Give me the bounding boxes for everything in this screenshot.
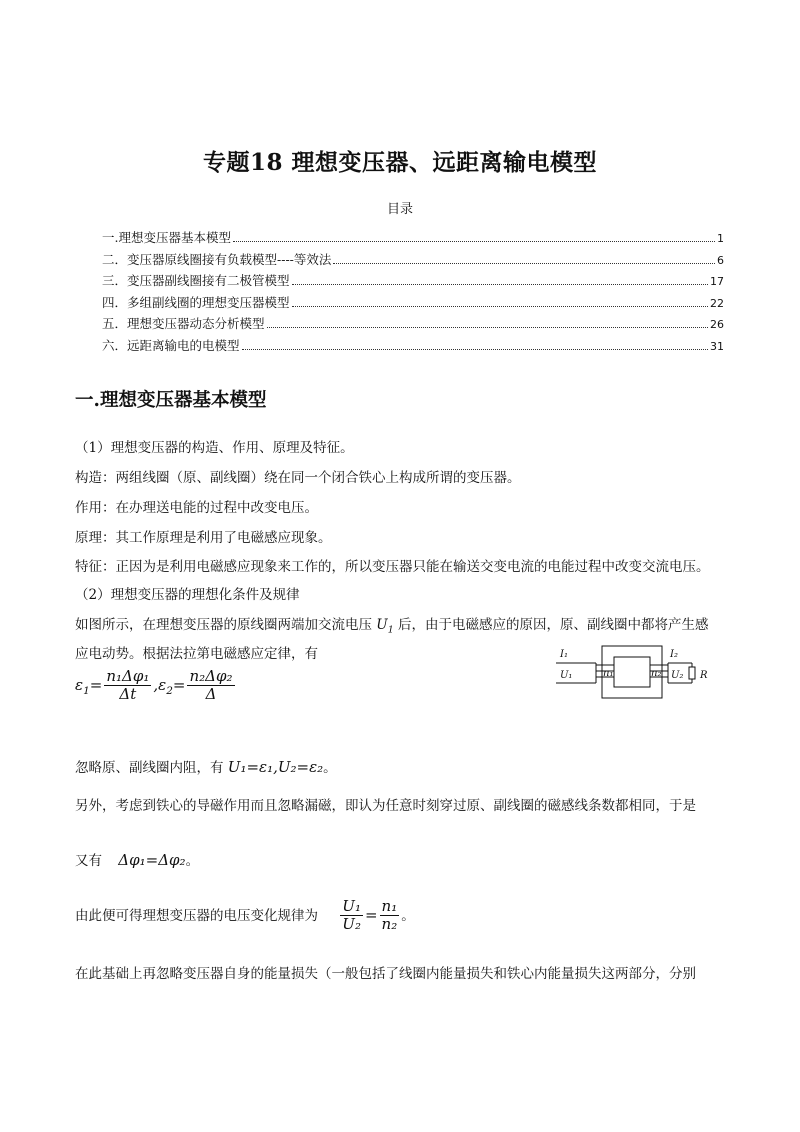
text-run: 由此便可得理想变压器的电压变化规律为: [75, 907, 318, 924]
fraction-numerator: n₁Δφ₁: [106, 667, 150, 685]
label-u1: U₁: [560, 670, 573, 681]
toc-entry[interactable]: [102, 314, 724, 336]
toc-entry[interactable]: [102, 293, 724, 315]
eq-symbol: ε: [75, 675, 84, 694]
paragraph: [75, 756, 337, 776]
label-r: R: [700, 670, 708, 681]
paragraph: [75, 613, 709, 636]
fraction: [104, 668, 151, 704]
paragraph: 另外，考虑到铁心的导磁作用而且忽略漏磁，即认为任意时刻穿过原、副线圈的磁感线条数都相同，于是: [75, 798, 696, 814]
toc-entry-page: 1: [717, 232, 724, 245]
page-title: 专题18 理想变压器、远距离输电模型: [202, 149, 597, 176]
toc-entry-page: 22: [710, 296, 724, 310]
fraction-denominator: Δ: [205, 685, 217, 704]
toc-leader-dots: [242, 349, 708, 350]
faraday-equation: $\varepsilon_1=$ $\frac{\text{n₁Δφ₁}}{\Delta t}$ $,\varepsilon_2=$ $\frac{\text{n₂Δφ₂}}{\Delta}$: [75, 667, 233, 704]
toc-leader-dots: [292, 306, 708, 307]
paragraph: [75, 898, 415, 934]
text-run: 。: [401, 907, 415, 924]
toc-heading: 目录: [386, 202, 413, 217]
paragraph: 应电动势。根据法拉第电磁感应定律，有: [75, 646, 318, 662]
text-run: 。: [185, 853, 200, 869]
toc-entry-label: 一.理想变压器基本模型: [102, 230, 231, 245]
inline-equation: Δφ₁=Δφ₂: [118, 851, 186, 869]
eq-symbol: ε: [158, 675, 167, 694]
fraction: [380, 898, 400, 934]
toc-entry-label: 二．变压器原线圈接有负载模型----等效法: [102, 251, 332, 267]
label-n2: n₂: [651, 668, 662, 679]
toc-entry[interactable]: [102, 228, 724, 250]
text-run: 如图所示，在理想变压器的原线圈两端加交流电压: [75, 617, 372, 633]
section-heading: 一.理想变压器基本模型: [75, 390, 267, 411]
toc-entry[interactable]: [102, 271, 724, 293]
toc-leader-dots: [267, 327, 708, 328]
toc-entry-label: 三．变压器副线圈接有二极管模型: [102, 273, 290, 288]
paragraph: 构造：两组线圈（原、副线圈）绕在同一个闭合铁心上构成所谓的变压器。: [75, 470, 521, 486]
toc-entry-page: 31: [710, 339, 724, 353]
paragraph: 在此基础上再忽略变压器自身的能量损失（一般包括了线圈内能量损失和铁心内能量损失这两部分，分别: [75, 966, 696, 982]
toc-entry-label: 四．多组副线圈的理想变压器模型: [102, 294, 290, 310]
fraction: [340, 898, 363, 934]
fraction: [187, 668, 234, 704]
fraction-denominator: Δt: [119, 685, 137, 704]
voltage-symbol: [376, 617, 394, 636]
toc-entry[interactable]: [102, 336, 724, 358]
fraction-numerator: U₁: [342, 897, 361, 915]
toc-entry-page: 6: [717, 253, 724, 267]
toc-leader-dots: [333, 263, 715, 264]
label-i1: I₁: [560, 649, 568, 660]
toc-entry[interactable]: [102, 250, 724, 272]
toc-entry-label: 六．远距离输电的电模型: [102, 337, 240, 353]
label-i2: I₂: [670, 649, 678, 660]
toc-entry-page: 26: [710, 318, 724, 331]
paragraph: （2）理想变压器的理想化条件及规律: [75, 587, 300, 603]
inline-equation: U₁=ε₁,U₂=ε₂: [227, 758, 324, 776]
paragraph: （1）理想变压器的构造、作用、原理及特征。: [75, 440, 354, 456]
paragraph: 作用：在办理送电能的过程中改变电压。: [75, 500, 318, 516]
fraction-denominator: U₂: [342, 915, 361, 934]
symbol-subscript: 1: [387, 624, 394, 636]
fraction-numerator: n₂Δφ₂: [189, 667, 233, 685]
symbol-letter: U: [376, 617, 388, 633]
toc-leader-dots: [292, 284, 708, 285]
toc-entry-label: 五．理想变压器动态分析模型: [102, 316, 265, 331]
table-of-contents: [102, 228, 724, 357]
toc-entry-page: 17: [710, 275, 724, 288]
voltage-ratio-equation: $\frac{\text{U₁}}{\text{U₂}}$ = $\frac{\text{n₁}}{\text{n₂}}$: [342, 897, 398, 934]
paragraph: 特征：正因为是利用电磁感应现象来工作的，所以变压器只能在输送交变电流的电能过程中改变交流电压。: [75, 559, 710, 575]
fraction-numerator: n₁: [381, 897, 398, 915]
toc-leader-dots: [233, 241, 715, 242]
transformer-circuit-diagram: [554, 641, 714, 707]
paragraph: 原理：其工作原理是利用了电磁感应现象。: [75, 530, 332, 546]
text-run: 忽略原、副线圈内阻，有: [75, 760, 224, 776]
label-n1: n₁: [603, 668, 614, 679]
paragraph: [75, 849, 199, 869]
text-run: 后，由于电磁感应的原因，原、副线圈中都将产生感: [398, 617, 709, 633]
label-u2: U₂: [671, 670, 684, 681]
text-run: 。: [323, 760, 337, 776]
fraction-denominator: n₂: [381, 915, 398, 934]
text-run: 又有: [75, 853, 102, 869]
